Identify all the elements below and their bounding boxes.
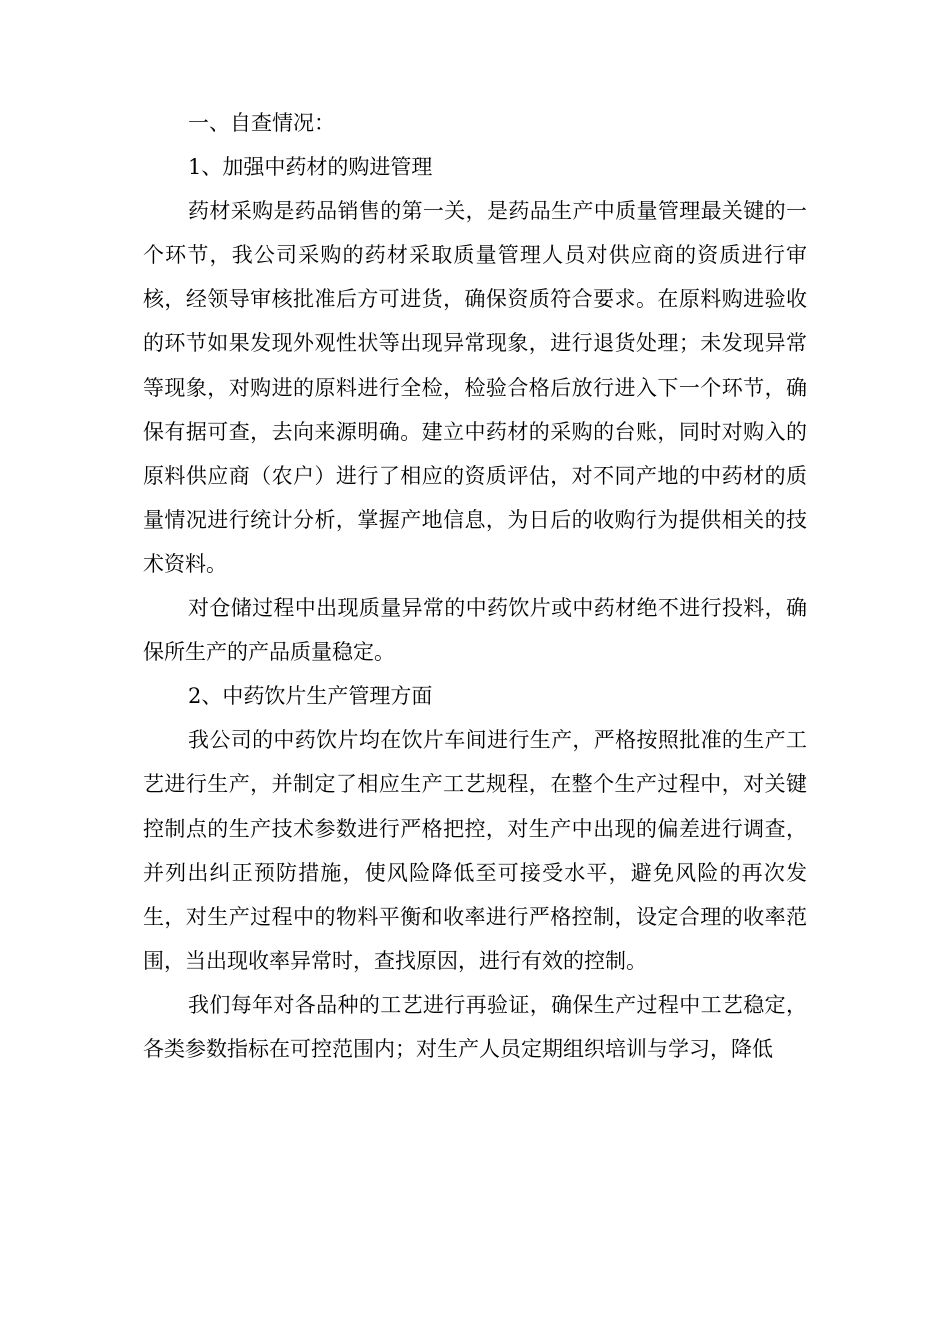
paragraph-production: 我公司的中药饮片均在饮片车间进行生产，严格按照批准的生产工艺进行生产，并制定了相应生产工艺规程，在整个生产过程中，对关键控制点的生产技术参数进行严格把控，对生产中出现的偏差进行调查，并列出纠正预防措施，使风险降低至可接受水平，避免风险的再次发生，对生产过程中的物料平衡和收率进行严格控制，设定合理的收率范围，当出现收率异常时，查找原因，进行有效的控制。 xyxy=(143,728,807,973)
paragraph-procurement: 药材采购是药品销售的第一关，是药品生产中质量管理最关键的一个环节，我公司采购的药材采取质量管理人员对供应商的资质进行审核，经领导审核批准后方可进货，确保资质符合要求。在原料购进验收的环节如果发现外观性状等出现异常现象，进行退货处理；未发现异常等现象，对购进的原料进行全检，检验合格后放行进入下一个环节，确保有据可查，去向来源明确。建立中药材的采购的台账，同时对购入的原料供应商（农户）进行了相应的资质评估，对不同产地的中药材的质量情况进行统计分析，掌握产地信息，为日后的收购行为提供相关的技术资料。 xyxy=(143,199,807,576)
section-heading: 一、自查情况： xyxy=(188,111,335,135)
paragraph-revalidation: 我们每年对各品种的工艺进行再验证，确保生产过程中工艺稳定，各类参数指标在可控范围内；对生产人员定期组织培训与学习，降低 xyxy=(143,992,807,1061)
paragraph-storage: 对仓储过程中出现质量异常的中药饮片或中药材绝不进行投料，确保所生产的产品质量稳定。 xyxy=(143,596,807,665)
subsection-heading-2: 2、中药饮片生产管理方面 xyxy=(188,684,433,709)
document-body xyxy=(143,101,807,1071)
subsection-heading-1: 1、加强中药材的购进管理 xyxy=(188,155,433,180)
